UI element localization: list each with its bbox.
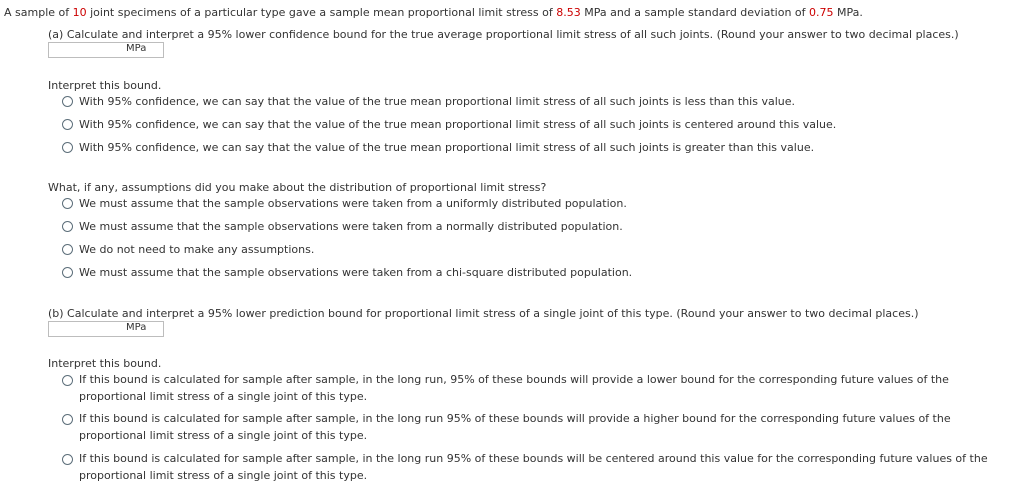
assumption-option-1-label[interactable]: We must assume that the sample observations were taken from a uniformly distributed population. <box>79 197 627 210</box>
part-b-option-1-label[interactable]: If this bound is calculated for sample after sample, in the long run, 95% of these bounds will provide a lower bound for the corresponding future values of the proportional limit stress of a single joint of this type. <box>79 373 949 403</box>
assumption-option-2-radio[interactable] <box>62 221 73 232</box>
assumptions-question: What, if any, assumptions did you make about the distribution of proportional limit stress? <box>48 181 547 194</box>
assumption-option-2-label[interactable]: We must assume that the sample observations were taken from a normally distributed population. <box>79 220 623 233</box>
intro-prefix: A sample of <box>4 6 73 19</box>
part-a-option-3-label[interactable]: With 95% confidence, we can say that the value of the true mean proportional limit stress of all such joints is greater than this value. <box>79 141 815 154</box>
assumption-option-4-label[interactable]: We must assume that the sample observations were taken from a chi-square distributed population. <box>79 266 633 279</box>
assumption-option-1-radio[interactable] <box>62 198 73 209</box>
part-b-option-3-radio[interactable] <box>62 454 73 465</box>
sample-sd-value: 0.75 <box>809 6 834 19</box>
sample-mean-value: 8.53 <box>556 6 581 19</box>
assumption-option-3-radio[interactable] <box>62 244 73 255</box>
intro-mid: joint specimens of a particular type gave a sample mean proportional limit stress of <box>86 6 557 19</box>
part-b-question: (b) Calculate and interpret a 95% lower prediction bound for proportional limit stress of a single joint of this type. (Round your answer to two decimal places.) <box>48 307 919 320</box>
part-a-interpret-label: Interpret this bound. <box>48 79 162 92</box>
part-b-interpret-label: Interpret this bound. <box>48 357 162 370</box>
intro-mid2: MPa and a sample standard deviation of <box>580 6 810 19</box>
part-b-option-2-radio[interactable] <box>62 414 73 425</box>
part-a-answer-input[interactable] <box>48 42 164 58</box>
part-b-option-2-label[interactable]: If this bound is calculated for sample after sample, in the long run 95% of these bounds will provide a higher bound for the corresponding future values of the proportional limit stress of a single joint of this type. <box>79 412 951 442</box>
part-a-option-3-radio[interactable] <box>62 142 73 153</box>
assumption-option-3-label[interactable]: We do not need to make any assumptions. <box>79 243 315 256</box>
part-a-question: (a) Calculate and interpret a 95% lower confidence bound for the true average proportional limit stress of all such joints. (Round your answer to two decimal places.) <box>48 28 959 41</box>
intro-suffix: MPa. <box>833 6 863 19</box>
part-a-option-1-radio[interactable] <box>62 96 73 107</box>
part-b-unit: MPa <box>126 322 147 333</box>
part-a-option-2-radio[interactable] <box>62 119 73 130</box>
part-a-option-2-label[interactable]: With 95% confidence, we can say that the value of the true mean proportional limit stress of all such joints is centered around this value. <box>79 118 837 131</box>
problem-statement <box>4 6 863 19</box>
part-b-option-1-radio[interactable] <box>62 375 73 386</box>
part-b-option-3-label[interactable]: If this bound is calculated for sample after sample, in the long run 95% of these bounds will be centered around this value for the corresponding future values of the proportional limit stress of a single joint of this type. <box>79 452 988 482</box>
part-a-option-1-label[interactable]: With 95% confidence, we can say that the value of the true mean proportional limit stress of all such joints is less than this value. <box>79 95 795 108</box>
sample-size-value: 10 <box>72 6 87 19</box>
part-b-answer-input[interactable] <box>48 321 164 337</box>
assumption-option-4-radio[interactable] <box>62 267 73 278</box>
part-a-unit: MPa <box>126 43 147 54</box>
